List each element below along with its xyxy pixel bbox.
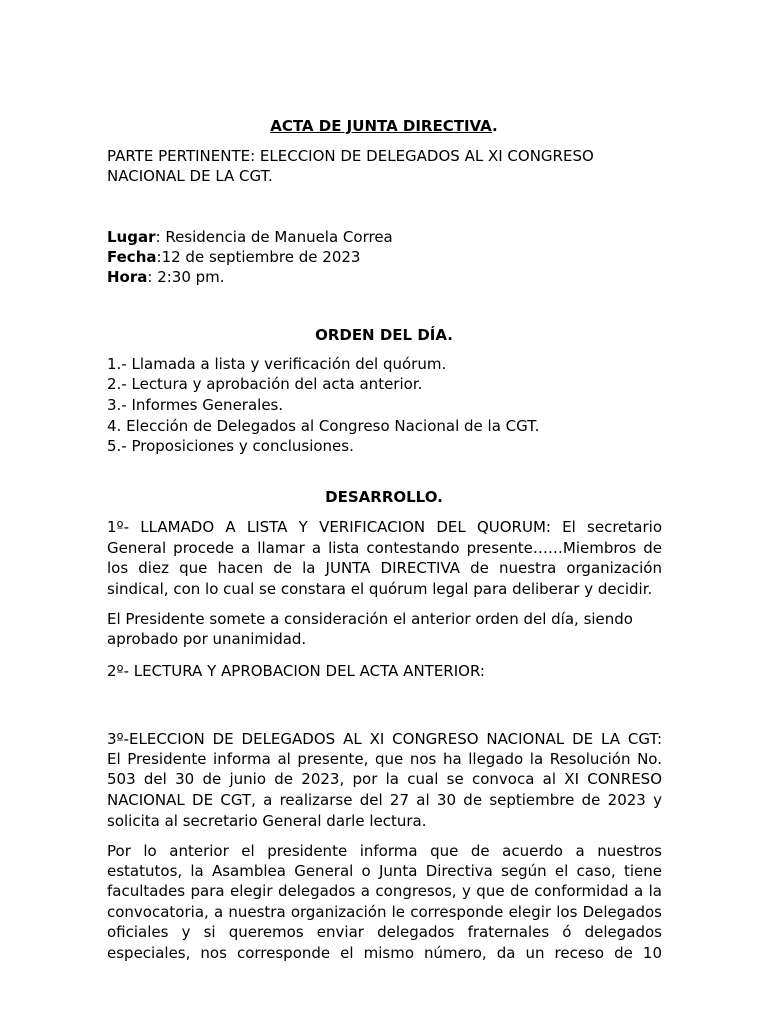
para4-line: NACIONAL DE CGT, a realizarse del 27 al 30 de septiembre de 2023 y: [107, 791, 662, 809]
document-title-suffix: .: [492, 117, 498, 135]
hora-label: Hora: [107, 268, 148, 286]
para3-line: 2º- LECTURA Y APROBACION DEL ACTA ANTERIOR:: [107, 662, 485, 680]
lugar-label: Lugar: [107, 228, 156, 246]
agenda-item: 2.- Lectura y aprobación del acta anterior.: [107, 375, 423, 393]
para4-line: 3º-ELECCION DE DELEGADOS AL XI CONGRESO NACIONAL DE LA CGT:: [107, 730, 662, 748]
agenda-heading: ORDEN DEL DÍA.: [315, 326, 453, 344]
para5-line: facultades para elegir delegados a congresos, y que de conformidad a la: [107, 882, 662, 900]
para1-line: 1º- LLAMADO A LISTA Y VERIFICACION DEL QUORUM: El secretario: [107, 518, 662, 536]
para5-line: Por lo anterior el presidente informa que de acuerdo a nuestros: [107, 842, 662, 860]
development-heading: DESARROLLO.: [325, 488, 443, 506]
para2-line: aprobado por unanimidad.: [107, 630, 307, 648]
subject-line-2: NACIONAL DE LA CGT.: [107, 167, 273, 185]
para5-line: oficiales y si queremos enviar delegados fraternales ó delegados: [107, 923, 662, 941]
para2-line: El Presidente somete a consideración el anterior orden del día, siendo: [107, 610, 633, 628]
agenda-item: 1.- Llamada a lista y verificación del quórum.: [107, 355, 447, 373]
para4-line: El Presidente informa al presente, que nos ha llegado la Resolución No.: [107, 750, 662, 768]
document-title-text: ACTA DE JUNTA DIRECTIVA: [270, 117, 493, 135]
meta-hora: [107, 267, 662, 287]
para4-line: solicita al secretario General darle lectura.: [107, 812, 427, 830]
agenda-item: 3.- Informes Generales.: [107, 396, 284, 414]
agenda-item: 4. Elección de Delegados al Congreso Nacional de la CGT.: [107, 417, 540, 435]
lugar-value: : Residencia de Manuela Correa: [155, 228, 393, 246]
para1-line: sindical, con lo cual se constara el quórum legal para deliberar y decidir.: [107, 580, 653, 598]
para5-line: convocatoria, a nuestra organización le corresponde elegir los Delegados: [107, 903, 662, 921]
para1-line: General procede a llamar a lista contestando presente……Miembros de: [107, 539, 662, 557]
meta-lugar: [107, 227, 662, 247]
meta-fecha: [107, 247, 662, 267]
subject-line-1: PARTE PERTINENTE: ELECCION DE DELEGADOS AL XI CONGRESO: [107, 147, 594, 165]
document-title: [0, 116, 768, 136]
para5-line: estatutos, la Asamblea General o Junta Directiva según el caso, tiene: [107, 862, 662, 880]
para1-line: los diez que hacen de la JUNTA DIRECTIVA de nuestra organización: [107, 559, 662, 577]
agenda-item: 5.- Proposiciones y conclusiones.: [107, 437, 354, 455]
fecha-value: :12 de septiembre de 2023: [156, 248, 361, 266]
fecha-label: Fecha: [107, 248, 157, 266]
para5-line: especiales, nos corresponde el mismo número, da un receso de 10: [107, 944, 662, 962]
para4-line: 503 del 30 de junio de 2023, por la cual se convoca al XI CONRESO: [107, 770, 662, 788]
hora-value: : 2:30 pm.: [147, 268, 225, 286]
